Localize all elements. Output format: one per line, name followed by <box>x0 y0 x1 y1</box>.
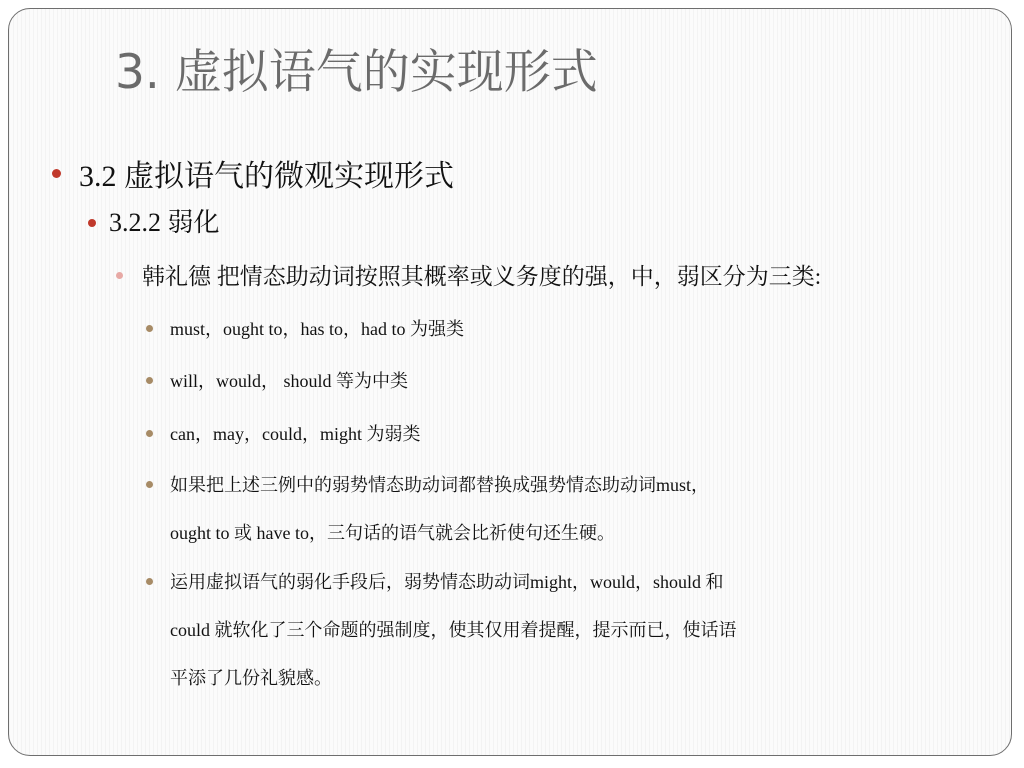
heading-level2: 3.2.2 弱化 <box>109 208 220 237</box>
list-item-line: will，would， should 等为中类 <box>170 371 409 391</box>
slide <box>8 8 1012 756</box>
bullet-icon <box>146 325 153 332</box>
bullet-icon <box>146 430 153 437</box>
list-item-weak <box>170 410 420 458</box>
bullet-icon <box>146 481 153 488</box>
list-item-softening <box>170 558 737 702</box>
list-item-line: could 就软化了三个命题的强制度，使其仅用着提醒，提示而已，使话语 <box>170 620 737 640</box>
bullet-icon <box>88 219 96 227</box>
slide-title: 3. 虚拟语气的实现形式 <box>115 45 598 100</box>
list-item-line: must，ought to，has to，had to 为强类 <box>170 319 464 339</box>
bullet-icon <box>146 578 153 585</box>
list-item-line: ought to 或 have to，三句话的语气就会比祈使句还生硬。 <box>170 523 615 543</box>
list-item-medium <box>170 357 408 405</box>
list-item-line: 如果把上述三例中的弱势情态助动词都替换成强势情态助动词must， <box>170 475 710 495</box>
list-item-replacement <box>170 461 709 557</box>
list-item-strong <box>170 305 464 353</box>
intro-text: 韩礼德 把情态助动词按照其概率或义务度的强，中，弱区分为三类: <box>142 264 822 289</box>
list-item-line: 平添了几份礼貌感。 <box>170 668 332 688</box>
bullet-icon <box>116 272 123 279</box>
list-item-line: 运用虚拟语气的弱化手段后，弱势情态助动词might，would，should 和 <box>170 572 724 592</box>
heading-level1: 3.2 虚拟语气的微观实现形式 <box>79 160 454 193</box>
bullet-icon <box>146 377 153 384</box>
bullet-icon <box>52 169 61 178</box>
list-item-line: can，may，could，might 为弱类 <box>170 424 421 444</box>
